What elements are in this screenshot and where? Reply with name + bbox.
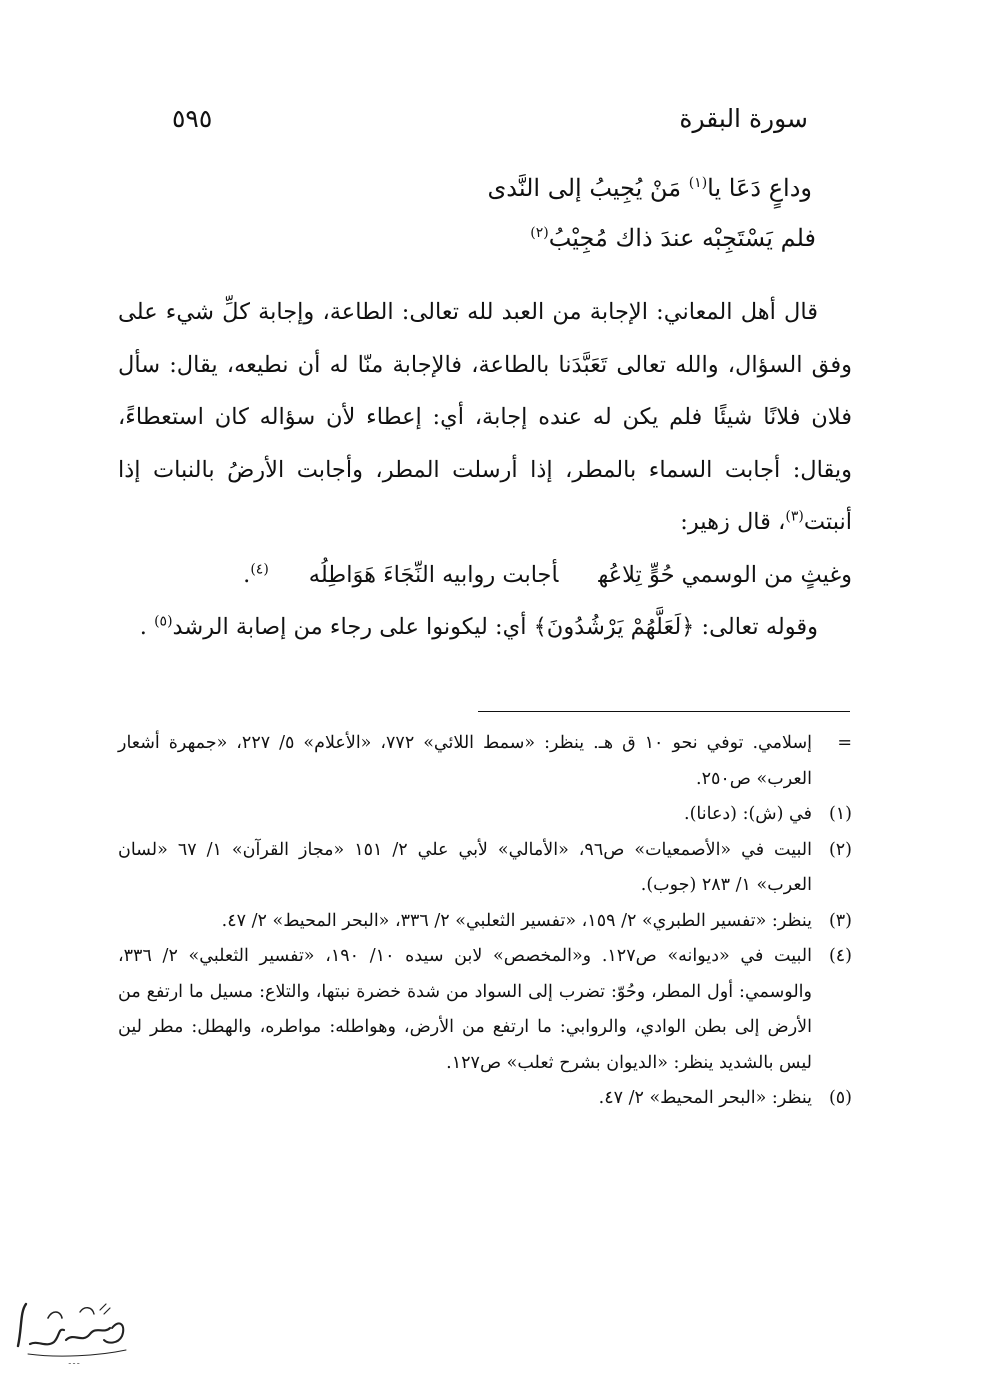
paragraph-2 xyxy=(118,601,852,654)
paragraph-1-end: ، قال زهير: xyxy=(680,509,786,535)
footnote-text: في (ش): (دعانا). xyxy=(684,804,812,824)
footnote-ref-5: (٥) xyxy=(154,613,173,630)
poem-end: . xyxy=(243,561,251,588)
poem-hemistich-2: أجابت روابيه النِّجَاءَ هَوَاطِلُه xyxy=(308,561,559,588)
footnote-ref-4: (٤) xyxy=(250,561,269,577)
surah-title: سورة البقرة xyxy=(679,104,808,133)
footnote-item xyxy=(118,904,852,940)
verse-line-1 xyxy=(487,174,812,202)
footnote-item xyxy=(118,797,852,833)
paragraph-2-end: . xyxy=(139,614,155,640)
footnote-mark: (١) xyxy=(828,804,852,824)
verse-line-2-text: فلم يَسْتَجِبْه عندَ ذاك مُجِيْبُ xyxy=(548,224,816,252)
footnote-mark: (٢) xyxy=(828,839,852,860)
footnote-text: إسلامي. توفي نحو ١٠ ق هـ. ينظر: «سمط اللائي» ٧٧٢، «الأعلام» ٥/ ٢٢٧، «جمهرة أشعار العرب» ص٢٥٠. xyxy=(118,733,812,789)
footnotes xyxy=(118,726,852,1117)
main-text xyxy=(118,286,852,654)
footnote-ref-3: (٣) xyxy=(785,508,804,525)
paragraph-1-text: قال أهل المعاني: الإجابة من العبد لله تعالى: الطاعة، وإجابة كلِّ شيء على وفق السؤال، والله تعالى تَعَبَّدَنا بالطاعة، فالإجابة منّا له أن نطيعه، يقال: سأل فلان فلانًا شيئًا فلم يكن له عنده إجابة، أي: إعطاء لأن سؤاله كان استعطاءً، ويقال: أجابت السماء بالمطر، إذا أرسلت المطر، وأجابت الأرضُ بالنبات إذا أنبتت xyxy=(118,299,852,535)
footnote-text: ينظر: «البحر المحيط» ٢/ ٤٧. xyxy=(598,1088,812,1108)
footnote-ref-2: (٢) xyxy=(530,225,549,241)
footnote-mark: (٣) xyxy=(828,910,852,931)
verse-line-1-text: وداعٍ دَعَا يا xyxy=(707,174,812,202)
footnote-text: البيت في «ديوانه» ص١٢٧. و«المخصص» لابن سيده ١٠/ ١٩٠، «تفسير الثعلبي» ٢/ ٣٣٦، والوسمي: أول المطر، وحُوّ: تضرب إلى السواد من شدة خضرة نبتها، والتلاع: مسيل ما ارتفع من الأرض إلى بطن الوادي، والروابي: ما ارتفع من الأرض، وهواطله: مواطره، والهطل: مطر لين ليس بالشديد ينظر: «الديوان بشرح ثعلب» ص١٢٧. xyxy=(118,946,812,1073)
footnote-mark: (٤) xyxy=(828,946,852,966)
verse-line-2 xyxy=(530,224,816,252)
svg-text:ـ ـ ـ: ـ ـ ـ xyxy=(68,1358,80,1366)
footnote-mark: = xyxy=(837,733,852,753)
footnote-item xyxy=(118,833,852,904)
poem-hemistich-1: وغيثٍ من الوسمي حُوٍّ تِلاعُه xyxy=(598,561,852,588)
footnote-item xyxy=(118,939,852,1081)
footnote-item xyxy=(118,1081,852,1117)
poem-verse xyxy=(118,549,852,602)
paragraph-1 xyxy=(118,286,852,549)
footnote-text: ينظر: «تفسير الطبري» ٢/ ١٥٩، «تفسير الثعلبي» ٢/ ٣٣٦، «البحر المحيط» ٢/ ٤٧. xyxy=(221,910,812,931)
calligraphy-stamp-logo xyxy=(8,1288,138,1368)
paragraph-2-text: وقوله تعالى: ﴿لَعَلَّهُمْ يَرْشُدُونَ﴾ أي: ليكونوا على رجاء من إصابة الرشد xyxy=(172,614,818,640)
footnote-text: البيت في «الأصمعيات» ص٩٦، «الأمالي» لأبي علي ٢/ ١٥١ «مجاز القرآن» ١/ ٦٧ «لسان العرب» ١/ ٢٨٣ (جوب). xyxy=(118,839,812,895)
page-number: ٥٩٥ xyxy=(172,104,213,133)
footnote-divider xyxy=(478,711,850,712)
footnote-mark: (٥) xyxy=(828,1088,852,1108)
verse-line-1-end: مَنْ يُجِيبُ إلى النَّدى xyxy=(487,174,689,202)
footnote-item xyxy=(118,726,852,797)
footnote-ref-1: (١) xyxy=(688,175,708,191)
